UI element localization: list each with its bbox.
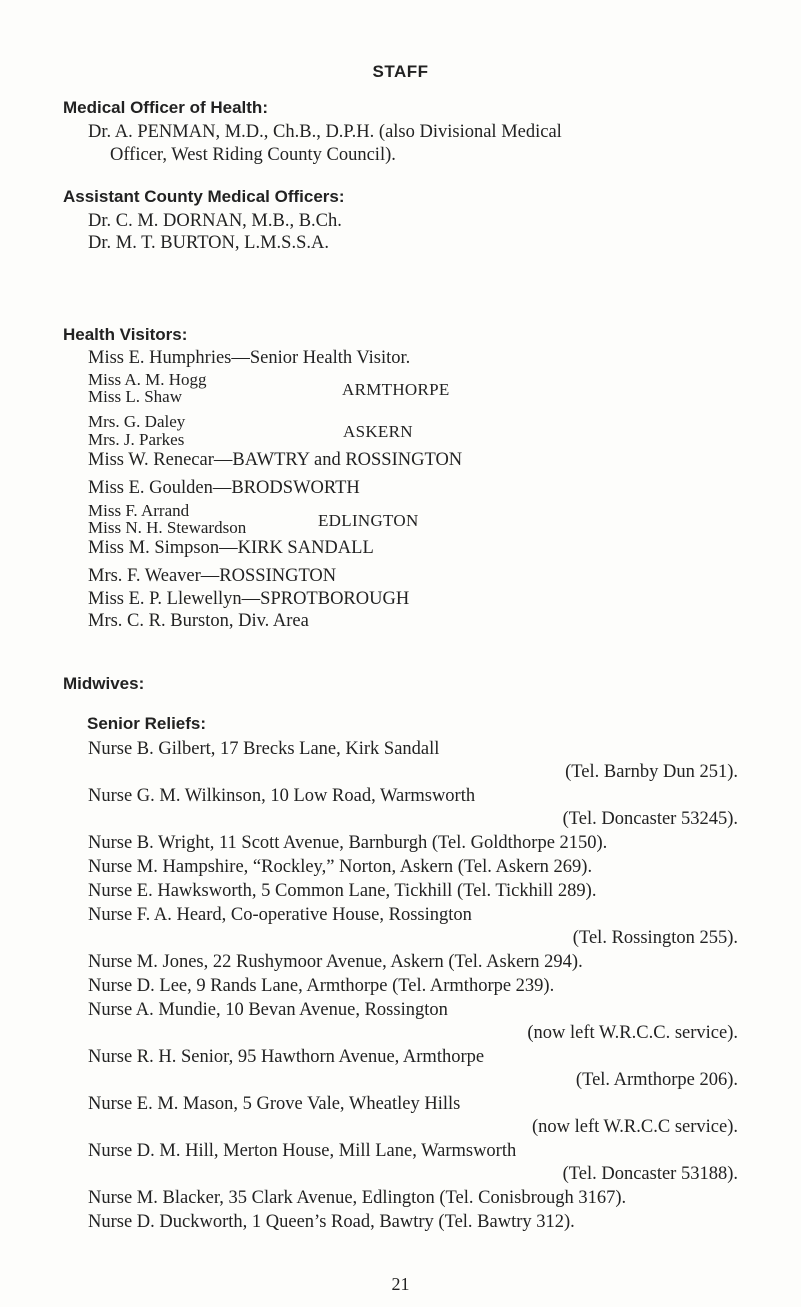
midwife-tel: (Tel. Doncaster 53245). <box>562 809 738 829</box>
hv-item: Mrs. C. R. Burston, Div. Area <box>88 611 309 631</box>
midwife-line: Nurse R. H. Senior, 95 Hawthorn Avenue, Armthorpe <box>88 1047 485 1067</box>
midwives-heading: Midwives: <box>63 674 145 693</box>
page-number: 21 <box>391 1274 410 1294</box>
hv-item: Miss N. H. Stewardson <box>88 518 247 537</box>
hv-heading: Health Visitors: <box>63 325 188 344</box>
midwife-line: Nurse F. A. Heard, Co-operative House, Rossington <box>88 905 472 925</box>
midwife-tel: (Tel. Barnby Dun 251). <box>565 762 738 782</box>
midwife-line: Nurse G. M. Wilkinson, 10 Low Road, Warmsworth <box>88 786 476 806</box>
midwife-tel: (Tel. Rossington 255). <box>572 928 738 948</box>
midwife-line: Nurse D. Lee, 9 Rands Lane, Armthorpe (Tel. Armthorpe 239). <box>88 976 555 996</box>
moh-line-2: Officer, West Riding County Council). <box>110 145 396 165</box>
midwife-note: (now left W.R.C.C service). <box>531 1117 738 1137</box>
moh-line-1: Dr. A. PENMAN, M.D., Ch.B., D.P.H. (also Divisional Medical <box>88 122 562 142</box>
acmo-item: Dr. M. T. BURTON, L.M.S.S.A. <box>88 233 329 253</box>
midwife-line: Nurse M. Hampshire, “Rockley,” Norton, Askern (Tel. Askern 269). <box>88 857 593 877</box>
hv-place-edlington: EDLINGTON <box>318 511 419 530</box>
hv-item: Miss W. Renecar—BAWTRY and ROSSINGTON <box>88 450 463 470</box>
hv-place-armthorpe: ARMTHORPE <box>342 380 450 399</box>
hv-item: Mrs. G. Daley <box>88 412 186 431</box>
midwife-tel: (Tel. Armthorpe 206). <box>575 1070 738 1090</box>
hv-item: Mrs. F. Weaver—ROSSINGTON <box>88 566 337 586</box>
hv-place-askern: ASKERN <box>343 422 413 441</box>
page-title: STAFF <box>372 62 429 81</box>
hv-item: Miss E. Goulden—BRODSWORTH <box>88 478 360 498</box>
midwife-line: Nurse E. M. Mason, 5 Grove Vale, Wheatley Hills <box>88 1094 461 1114</box>
midwife-line: Nurse M. Blacker, 35 Clark Avenue, Edlington (Tel. Conisbrough 3167). <box>88 1188 627 1208</box>
hv-item: Miss F. Arrand <box>88 501 190 520</box>
hv-item: Mrs. J. Parkes <box>88 430 185 449</box>
midwife-line: Nurse D. Duckworth, 1 Queen’s Road, Bawtry (Tel. Bawtry 312). <box>88 1212 575 1232</box>
midwife-line: Nurse B. Wright, 11 Scott Avenue, Barnburgh (Tel. Goldthorpe 2150). <box>88 833 608 853</box>
moh-heading: Medical Officer of Health: <box>63 98 268 117</box>
hv-item: Miss L. Shaw <box>88 387 182 406</box>
midwife-line: Nurse A. Mundie, 10 Bevan Avenue, Rossington <box>88 1000 448 1020</box>
hv-item: Miss M. Simpson—KIRK SANDALL <box>88 538 374 558</box>
midwife-line: Nurse E. Hawksworth, 5 Common Lane, Tickhill (Tel. Tickhill 289). <box>88 881 597 901</box>
hv-senior: Miss E. Humphries—Senior Health Visitor. <box>88 348 411 368</box>
hv-item: Miss E. P. Llewellyn—SPROTBOROUGH <box>88 589 410 609</box>
midwife-line: Nurse M. Jones, 22 Rushymoor Avenue, Askern (Tel. Askern 294). <box>88 952 583 972</box>
acmo-heading: Assistant County Medical Officers: <box>63 187 345 206</box>
hv-item: Miss A. M. Hogg <box>88 370 207 389</box>
midwife-line: Nurse B. Gilbert, 17 Brecks Lane, Kirk Sandall <box>88 739 440 759</box>
senior-reliefs-heading: Senior Reliefs: <box>87 714 207 733</box>
midwife-note: (now left W.R.C.C. service). <box>527 1023 738 1043</box>
acmo-item: Dr. C. M. DORNAN, M.B., B.Ch. <box>88 211 342 231</box>
midwife-line: Nurse D. M. Hill, Merton House, Mill Lane, Warmsworth <box>88 1141 517 1161</box>
midwife-tel: (Tel. Doncaster 53188). <box>562 1164 738 1184</box>
